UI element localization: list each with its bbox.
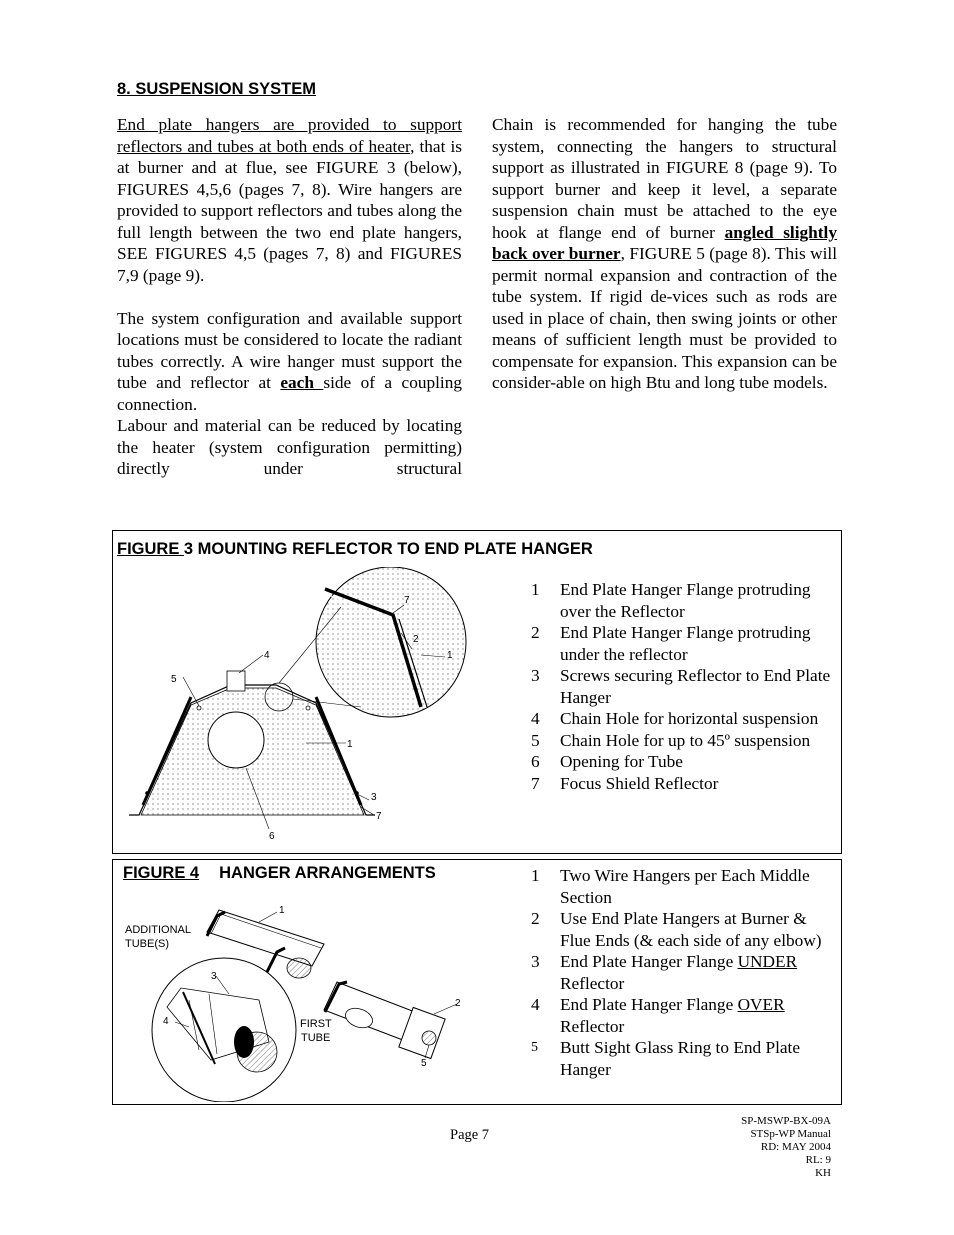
label-additional-line1: ADDITIONAL: [125, 924, 192, 936]
left-paragraph-2-a: The system configuration and available support locations must be considered to locate the radiant tubes correctly. A wire hanger must support the tube and reflector at: [117, 308, 462, 392]
legend-number: 2: [531, 909, 540, 928]
legend-item: [531, 708, 831, 730]
legend-number: 4: [531, 995, 540, 1014]
right-paragraph-1-bold: angled slightly back over burner: [492, 222, 837, 263]
legend-item: [531, 951, 831, 994]
figure-3-drawing: [121, 567, 521, 847]
legend-item: [531, 908, 831, 951]
legend-text-pre: End Plate Hanger Flange: [560, 995, 738, 1014]
legend-number: 6: [531, 752, 540, 771]
label-additional-line2: TUBE(S): [125, 938, 169, 950]
legend-number: 5: [531, 730, 540, 750]
legend-item: [531, 665, 831, 708]
doc-revision-date: RD: MAY 2004: [760, 1141, 831, 1153]
legend-text-underlined: UNDER: [737, 952, 798, 971]
detail-circle: [316, 567, 466, 717]
callout-1: 1: [347, 739, 353, 750]
callout-1: 1: [279, 905, 285, 916]
callout-3: 3: [211, 971, 217, 982]
legend-text-underlined: OVER: [737, 995, 785, 1014]
legend-text: Use End Plate Hangers at Burner & Flue Ends (& each side of any elbow): [560, 909, 822, 950]
doc-manual: STSp-WP Manual: [750, 1128, 831, 1140]
legend-text-pre: End Plate Hanger Flange: [560, 952, 738, 971]
figure-4-box: [112, 859, 842, 1105]
additional-tube-end: [287, 958, 311, 978]
left-paragraph-2-bold: each: [280, 373, 324, 392]
right-paragraph-1: [492, 114, 837, 394]
figure-4-title-prefix: FIGURE 4: [123, 864, 200, 882]
page-number: Page 7: [450, 1127, 490, 1143]
paragraph-gap: [117, 286, 462, 308]
callout-7-top: 7: [404, 595, 410, 606]
doc-author: KH: [815, 1167, 831, 1179]
leader-5: [183, 677, 199, 706]
document-metadata: [741, 1115, 831, 1180]
figure-3-title-rest: 3 MOUNTING REFLECTOR TO END PLATE HANGER: [183, 540, 593, 558]
left-paragraph-2: [117, 308, 462, 416]
left-paragraph-2-b: side of a coupling connection.: [117, 373, 462, 414]
label-first-line1: FIRST: [300, 1018, 332, 1030]
callout-4: 4: [264, 650, 270, 661]
callout-5: 5: [171, 674, 177, 685]
sight-glass-ring: [422, 1031, 436, 1045]
callout-2: 2: [413, 634, 419, 645]
legend-number: 1: [531, 580, 540, 599]
callout-6: 6: [269, 831, 275, 842]
chain-hole-tab: [227, 671, 245, 691]
right-column: [492, 114, 837, 394]
legend-number: 3: [531, 952, 540, 971]
figure-4-drawing: [119, 882, 519, 1102]
legend-text: Butt Sight Glass Ring to End Plate Hanger: [560, 1038, 801, 1079]
leader-1: [259, 912, 277, 922]
left-paragraph-1: [117, 114, 462, 286]
right-paragraph-1-a: Chain is recommended for hanging the tube system, connecting the hangers to structural support as illustrated in FIGURE 8 (page 9). To support burner and keep it level, a separate suspension chain must be attached to the eye hook at flange end of burner: [492, 115, 837, 242]
callout-2: 2: [455, 998, 461, 1009]
figure-3-box: [112, 530, 842, 854]
legend-item: [531, 865, 831, 908]
legend-item: [531, 773, 831, 795]
legend-number: 5: [531, 1040, 538, 1055]
legend-item: [531, 1037, 831, 1080]
legend-number: 1: [531, 866, 540, 885]
figure-4-title-rest: HANGER ARRANGEMENTS: [219, 864, 436, 882]
figure-3-title: [117, 540, 593, 559]
figure-3-legend: [531, 579, 831, 794]
legend-text: End Plate Hanger Flange protruding under the reflector: [560, 623, 811, 664]
legend-text: Chain Hole for horizontal suspension: [560, 709, 819, 728]
left-column: [117, 114, 462, 480]
tube-opening: [208, 712, 264, 768]
legend-item: [531, 751, 831, 773]
section-heading: 8. SUSPENSION SYSTEM: [117, 80, 316, 98]
screw-left: [145, 791, 149, 795]
left-paragraph-3: Labour and material can be reduced by locating the heater (system configuration permitting) directly under structural: [117, 416, 462, 478]
legend-item: [531, 579, 831, 622]
legend-text: Focus Shield Reflector: [560, 773, 719, 793]
legend-text-post: Reflector: [560, 1016, 625, 1036]
figure-4-legend: [531, 865, 831, 1080]
figure-3-title-prefix: FIGURE: [117, 540, 184, 558]
legend-text: Chain Hole for up to 45º suspension: [560, 730, 811, 750]
legend-text: Opening for Tube: [560, 752, 683, 771]
callout-4: 4: [163, 1016, 169, 1027]
doc-code: SP-MSWP-BX-09A: [741, 1115, 831, 1127]
callout-3: 3: [371, 792, 377, 803]
leader-2: [434, 1004, 457, 1014]
legend-item: [531, 730, 831, 752]
legend-item: [531, 994, 831, 1037]
figure-4-title: [123, 864, 436, 883]
legend-number: 4: [531, 709, 540, 728]
right-paragraph-1-b: , FIGURE 5 (page 8). This will permit normal expansion and contraction of the tube system. If rigid de-vices such as rods are used in place of chain, then swing joints or other means of sufficient length must be provided to compensate for expansion. This expansion can be consider-able on high Btu and long tube models.: [492, 244, 837, 392]
legend-text: Two Wire Hangers per Each Middle Section: [560, 866, 810, 907]
callout-7: 7: [376, 811, 382, 822]
legend-text: End Plate Hanger Flange protruding over the Reflector: [560, 580, 811, 621]
callout-5: 5: [421, 1058, 427, 1069]
callout-1-detail: 1: [447, 650, 453, 661]
label-first-line2: TUBE: [301, 1032, 331, 1044]
detail-tube-bore: [234, 1026, 254, 1058]
leader-4: [239, 655, 263, 673]
left-paragraph-1-underlined: End plate hangers are provided to support reflectors and tubes at both ends of heater: [117, 115, 462, 156]
legend-item: [531, 622, 831, 665]
doc-revision-level: RL: 9: [805, 1154, 831, 1166]
chain-hole-left: [197, 706, 201, 710]
left-paragraph-1-rest: , that is at burner and at flue, see FIGURE 3 (below), FIGURES 4,5,6 (pages 7, 8). Wire hangers are provided to support reflectors and tubes along the full length between the two end plate hangers, SEE FIGURES 4,5 (pages 7, 8) and FIGURES 7,9 (page 9).: [117, 136, 462, 285]
legend-number: 3: [531, 666, 540, 685]
chain-hole-right: [306, 706, 310, 710]
legend-number: 7: [531, 773, 540, 793]
legend-text: Screws securing Reflector to End Plate Hanger: [560, 666, 831, 707]
legend-text-post: Reflector: [560, 973, 625, 993]
legend-number: 2: [531, 623, 540, 642]
